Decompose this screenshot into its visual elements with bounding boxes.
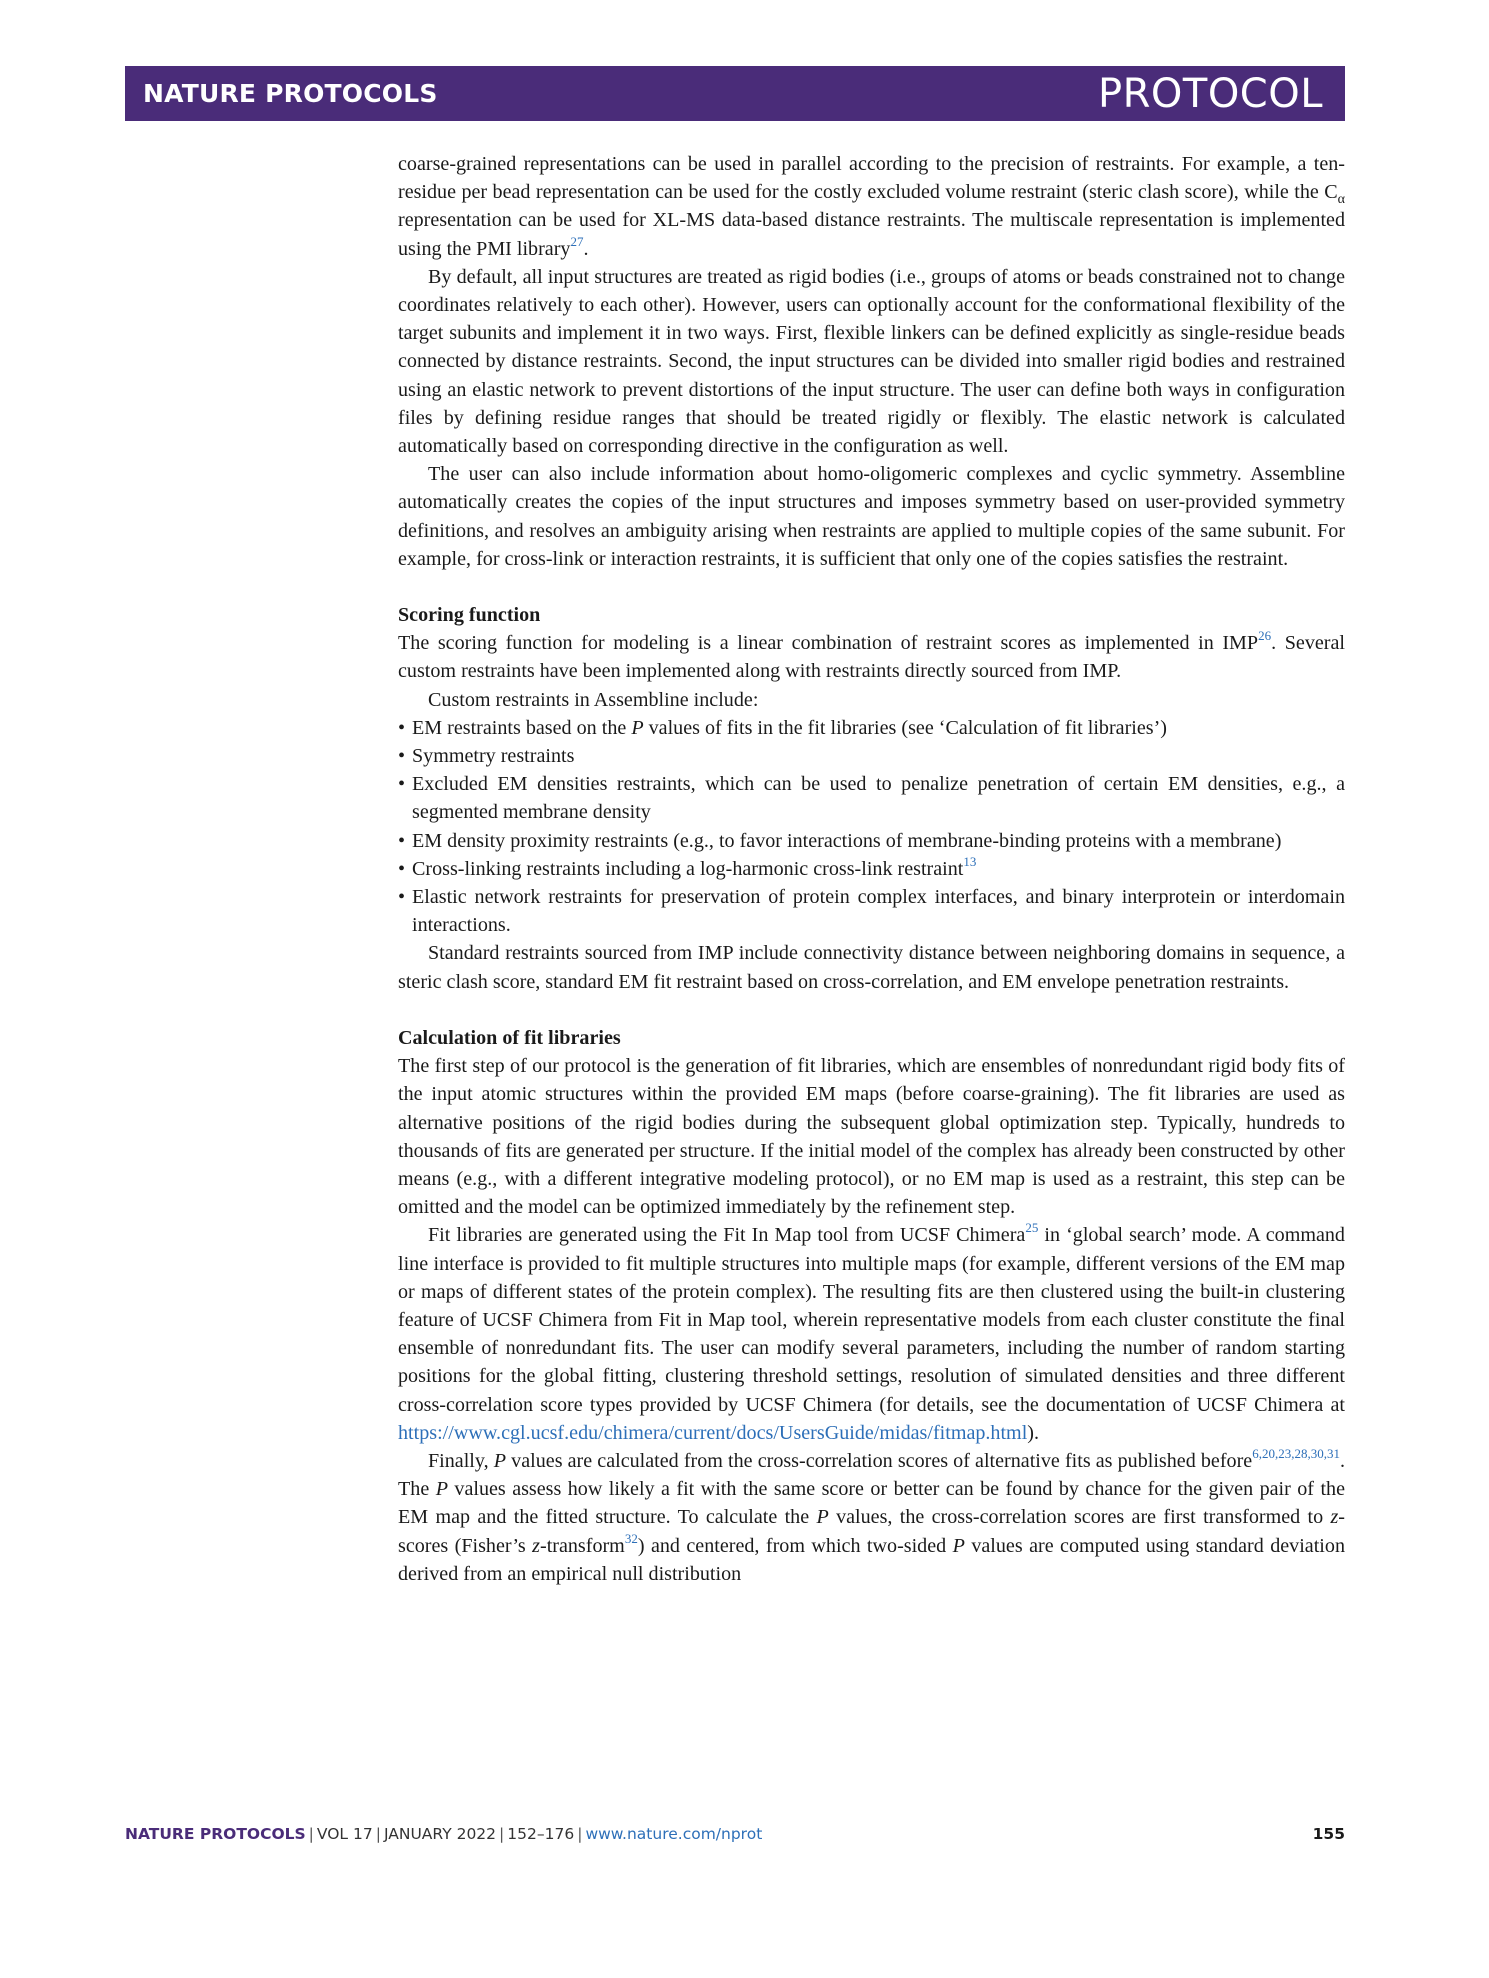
paragraph: Fit libraries are generated using the Fit In Map tool from UCSF Chimera$^{25}$ in ‘global search’ mode. A command line interface is provided to fit multiple structures into multiple maps (for example, different versions of the EM map or maps of different states of the protein complex). The resulting fits are then clustered using the built-in clustering feature of UCSF Chimera from Fit in Map tool, wherein representative models from each cluster constitute the final ensemble of nonredundant fits. The user can modify several parameters, including the number of random starting positions for the global fitting, clustering threshold settings, resolution of simulated densities and three different cross-correlation score types provided by UCSF Chimera (for details, see the documentation of UCSF Chimera at https://www.cgl.ucsf.edu/chimera/current/docs/UsersGuide/midas/fitmap.html). [398, 1220, 1345, 1444]
footer-pages: 152–176 [507, 1825, 575, 1843]
article-body [398, 150, 1345, 1588]
section-heading-fit-libraries: Calculation of fit libraries [398, 1026, 621, 1049]
page-footer [125, 1822, 1345, 1846]
citation-link[interactable]: 25 [1025, 1220, 1039, 1236]
list-item: • Symmetry restraints [398, 742, 1345, 770]
footer-date: JANUARY 2022 [383, 1825, 497, 1843]
journal-name: NATURE PROTOCOLS [143, 79, 438, 108]
paragraph: Standard restraints sourced from IMP include connectivity distance between neighboring domains in sequence, a steric clash score, standard EM fit restraint based on cross-correlation, and EM envelope penetration restraints. [398, 942, 1345, 993]
citation-link[interactable]: 27 [570, 233, 584, 249]
citation-link[interactable]: 26 [1258, 628, 1272, 644]
section-heading-scoring-function: Scoring function [398, 604, 541, 627]
footer-citation: NATURE PROTOCOLS | VOL 17 | JANUARY 2022 | 152–176 | www.nature.com/nprot [125, 1825, 763, 1843]
journal-header-bar [125, 66, 1345, 121]
footer-volume: VOL 17 [316, 1825, 373, 1843]
list-item: • EM density proximity restraints (e.g., to favor interactions of membrane-binding proteins with a membrane) [398, 827, 1345, 855]
page-number: 155 [1312, 1825, 1345, 1843]
paragraph: The scoring function for modeling is a linear combination of restraint scores as implemented in IMP$^{26}$. Several custom restraints have been implemented along with restraints directly sourced from IMP. [398, 628, 1345, 683]
paragraph: Finally, P values are calculated from the cross-correlation scores of alternative fits as published before$^{6,20,23,28,30,31}$. The P values assess how likely a fit with the same score or better can be found by chance for the given pair of the EM map and the fitted structure. To calculate the P values, the cross-correlation scores are first transformed to z-scores (Fisher’s z-transform$^{32}$) and centered, from which two-sided P values are computed using standard deviation derived from an empirical null distribution [398, 1445, 1345, 1585]
list-item: • EM restraints based on the P values of fits in the fit libraries (see ‘Calculation of fit libraries’) [398, 714, 1345, 742]
paragraph: Custom restraints in Assembline include: [428, 688, 759, 711]
article-type: PROTOCOL [1097, 71, 1323, 117]
list-item: • Excluded EM densities restraints, which can be used to penalize penetration of certain EM densities, e.g., a segmented membrane density [398, 770, 1345, 826]
list-item: • Cross-linking restraints including a log-harmonic cross-link restraint$^{13}$ [398, 855, 1345, 883]
subscript-alpha: α [1337, 192, 1345, 208]
list-item: • Elastic network restraints for preservation of protein complex interfaces, and binary interprotein or interdomain interactions. [398, 883, 1345, 939]
footer-url-link[interactable]: www.nature.com/nprot [585, 1825, 763, 1843]
citation-link[interactable]: 32 [624, 1530, 638, 1546]
paragraph: The first step of our protocol is the generation of fit libraries, which are ensembles of nonredundant rigid body fits of the input atomic structures within the provided EM maps (before coarse-graining). The fit libraries are used as alternative positions of the rigid bodies during the subsequent global optimization step. Typically, hundreds to thousands of fits are generated per structure. If the initial model of the complex has already been constructed by other means (e.g., with a different integrative modeling protocol), or no EM map is used as a restraint, this step can be omitted and the model can be optimized immediately by the refinement step. [398, 1055, 1345, 1219]
citation-link[interactable]: 13 [963, 853, 977, 869]
citation-link[interactable]: 6,20,23,28,30,31 [1252, 1445, 1340, 1461]
footer-journal-name: NATURE PROTOCOLS [125, 1825, 306, 1843]
paragraph: By default, all input structures are treated as rigid bodies (i.e., groups of atoms or beads constrained not to change coordinates relatively to each other). However, users can optionally account for the conformational flexibility of the target subunits and implement it in two ways. First, flexible linkers can be defined explicitly as single-residue beads connected by distance restraints. Second, the input structures can be divided into smaller rigid bodies and restrained using an elastic network to prevent distortions of the input structure. The user can define both ways in configuration files by defining residue ranges that should be treated rigidly or flexibly. The elastic network is calculated automatically based on corresponding directive in the configuration as well. [398, 265, 1345, 458]
chimera-docs-link[interactable]: https://www.cgl.ucsf.edu/chimera/current/docs/UsersGuide/midas/fitmap.html [398, 1421, 1028, 1444]
paragraph: coarse-grained representations can be used in parallel according to the precision of restraints. For example, a ten-residue per bead representation can be used for the costly excluded volume restraint (steric clash score), while the $C_\alpha$ representation can be used for XL-MS data-based distance restraints. The multiscale representation is implemented using the PMI library$^{27}$. [398, 153, 1345, 260]
paragraph: The user can also include information about homo-oligomeric complexes and cyclic symmetry. Assembline automatically creates the copies of the input structures and imposes symmetry based on user-provided symmetry definitions, and resolves an ambiguity arising when restraints are applied to multiple copies of the same subunit. For example, for cross-link or interaction restraints, it is sufficient that only one of the copies satisfies the restraint. [398, 463, 1345, 570]
custom-restraints-list [398, 714, 1345, 940]
